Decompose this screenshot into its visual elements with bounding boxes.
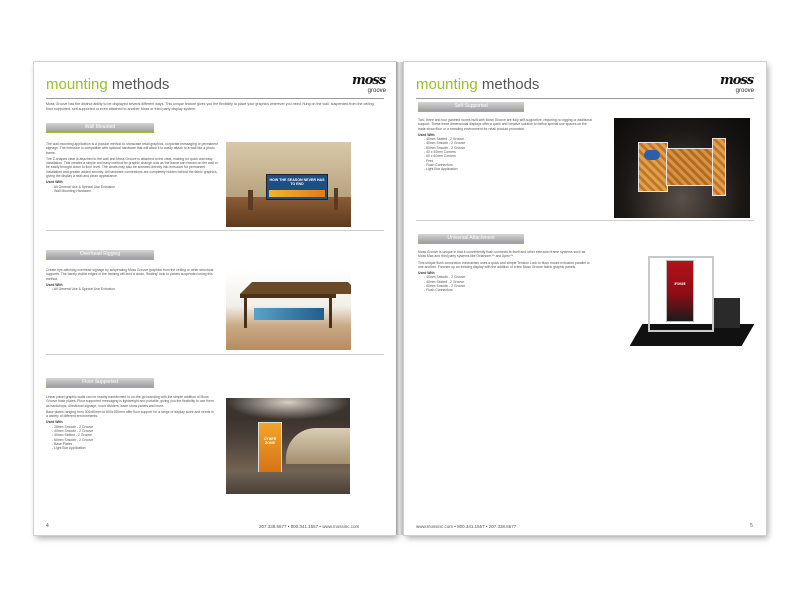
floor-supported-body — [46, 395, 214, 451]
list-item: - Flush Connectors — [418, 288, 594, 292]
logo-sub: groove — [367, 88, 386, 94]
title-rest: methods — [107, 76, 170, 93]
paragraph: Moss Groove is unique in that it conveniently flush connects to itself and other extrusion frame systems such as Moss Max and third party systems like Octanorm™ and Apex™. — [418, 250, 586, 259]
list-item: - 40mm Smooth - 2 Groove — [418, 275, 594, 279]
section-rule — [46, 354, 384, 355]
list-item: - Wall Mounting Hardware — [46, 189, 218, 193]
header-rule — [416, 98, 754, 99]
list-item: - Feet — [418, 159, 594, 163]
spine-gutter — [396, 62, 404, 535]
paragraph: Two, three and four paneled rooms built with Moss Groove are fully self-supportive, requiring no rigging or additional support. These three dimensional displays offer a quick and creative solution to define special use spaces on the trade show floor or a branding environment for retail product promotion. — [418, 118, 592, 131]
right-page — [404, 62, 766, 535]
footer-contact: 207.338.6677 • 800.341.1557 • www.mossinc.com — [259, 524, 360, 529]
page-number: 5 — [750, 523, 753, 529]
logo-mark: moss — [352, 73, 386, 88]
self-supported-body — [418, 118, 594, 172]
used-with-list — [418, 137, 594, 171]
paragraph: The Z-shaped cleat is attached to the wall and Moss Groove is attached to the cleat, making for quick and easy installation. This creates a simple and easy method for graphic change outs as the frame can remain on the wall or be easily brought down to floor level. The cleats may also be screwed directly into extrusion for permanent installation and greater added security. All hardware connections are completely hidden behind the fabric graphics, giving the display a neat and clean appearance. — [46, 156, 218, 179]
used-with-list — [46, 287, 214, 291]
paragraph: Base plates ranging from 300x80mm to 800x150mm offer floor support for a range of display sizes and needs in a variety of different environments. — [46, 409, 214, 419]
universal-attachment-photo — [630, 248, 754, 348]
header-rule — [46, 98, 384, 99]
list-item: - 40mm Smooth - 2 Groove — [418, 141, 594, 145]
list-item: - 60mm Smooth - 2 Groove — [46, 438, 214, 442]
list-item: - 40mm Slotted - 2 Groove — [46, 433, 214, 437]
used-with-label: Used With — [46, 420, 63, 425]
used-with-label: Used With — [46, 282, 63, 287]
used-with-label: Used With — [418, 132, 435, 137]
list-item: - 40 x 40mm Corners — [418, 150, 594, 154]
wall-graphic-panel — [266, 174, 328, 200]
moss-logo — [352, 74, 386, 100]
floor-supported-photo — [226, 398, 350, 494]
list-item: - 60 x 60mm Corners — [418, 154, 594, 158]
list-item: - Light Box Application — [418, 167, 594, 171]
wall-mounted-body — [46, 142, 218, 193]
title-accent: mounting — [416, 76, 478, 93]
paragraph: Linear panel graphic walls can be readily transformed to on-the-go branding with the simple addition of Moss Groove base plates. Floor supported messaging is lightweight and portable, giving you the flexibility to use them as backdrops, directional signage, room dividers, trade show panels and more. — [46, 395, 214, 408]
logo-sub: groove — [735, 88, 754, 94]
logo-mark: moss — [720, 73, 754, 88]
used-with-list — [46, 425, 214, 451]
used-with-label: Used With — [46, 180, 63, 185]
overhead-rigging-body — [46, 268, 214, 291]
universal-graphic-text: FISH — [674, 281, 686, 286]
universal-attachment-body — [418, 250, 594, 293]
section-heading-overhead-rigging: Overhead Rigging — [46, 250, 154, 260]
list-item: - Base Plates — [46, 442, 214, 446]
wall-mounted-photo — [226, 142, 351, 227]
brochure-spread — [34, 62, 766, 535]
page-title — [416, 76, 539, 93]
title-accent: mounting — [46, 76, 108, 93]
section-rule — [416, 220, 754, 221]
wall-graphic-text: HOW THE SEASON NEVER HAS TO END — [269, 178, 325, 186]
list-item: - 60mm Smooth - 2 Groove — [418, 146, 594, 150]
left-page — [34, 62, 396, 535]
section-heading-universal-attachment: Universal Attachment — [418, 234, 524, 244]
page-number: 4 — [46, 523, 49, 529]
title-rest: methods — [477, 76, 540, 93]
intro-text: Moss Groove has the distinct ability to be displayed several different ways. This unique feature gives you the flexibility to place your graphics wherever you need; hung on the wall, suspended from the ceiling, floor supported, self-supported or even attached to another Moss or third party display system. — [46, 102, 375, 111]
used-with-label: Used With — [418, 271, 435, 276]
section-heading-wall-mounted: Wall Mounted — [46, 123, 154, 133]
list-item: - 60mm Smooth - 2 Groove — [418, 284, 594, 288]
paragraph: Create eye-catching overhead signage by suspending Moss Groove graphics from the ceiling or other structural supports. The barely visible edges of the framing will lend a clean, 'floating' look to panels suspended using this method. — [46, 268, 214, 281]
moss-logo — [720, 74, 754, 100]
section-heading-self-supported: Self-Supported — [418, 102, 524, 112]
used-with-list — [418, 275, 594, 292]
list-item: - 40mm Slotted - 2 Groove — [418, 137, 594, 141]
list-item: - 40mm Smooth - 2 Groove — [46, 429, 214, 433]
universal-graphic-panel — [666, 260, 694, 322]
paragraph: This unique flush connection mechanism uses a quick and simple Tension Lock to flush mount extrusion parallel to one another. Freshen up an existing display with the addition of a few Moss Groove fabric graphic panels. — [418, 260, 590, 269]
list-item: - 40mm Slotted - 2 Groove — [418, 280, 594, 284]
section-heading-floor-supported: Floor Supported — [46, 378, 154, 388]
used-with-list — [46, 185, 218, 194]
list-item: - Flush Connectors — [418, 163, 594, 167]
section-rule — [46, 230, 384, 231]
floor-graphic-text: CYBER ZONE — [263, 437, 277, 445]
page-title — [46, 76, 169, 93]
self-supported-photo — [614, 118, 750, 218]
paragraph: The wall mounting application is a popular method to showcase retail graphics, corporate messaging or permanent signage. The extrusion is compatible with optional hardware that will allow it to easily attach to a wall like a photo frame. — [46, 142, 218, 155]
footer-contact: www.mossinc.com • 800.341.1557 • 207.338.6677 — [416, 524, 517, 529]
list-item: - All General Use & Special Use Extrusion — [46, 287, 214, 291]
list-item: - All General Use & Special Use Extrusion — [46, 185, 218, 189]
overhead-rigging-photo — [226, 270, 351, 350]
list-item: - Light Box Application — [46, 446, 214, 450]
list-item: - 28mm Smooth - 2 Groove — [46, 425, 214, 429]
